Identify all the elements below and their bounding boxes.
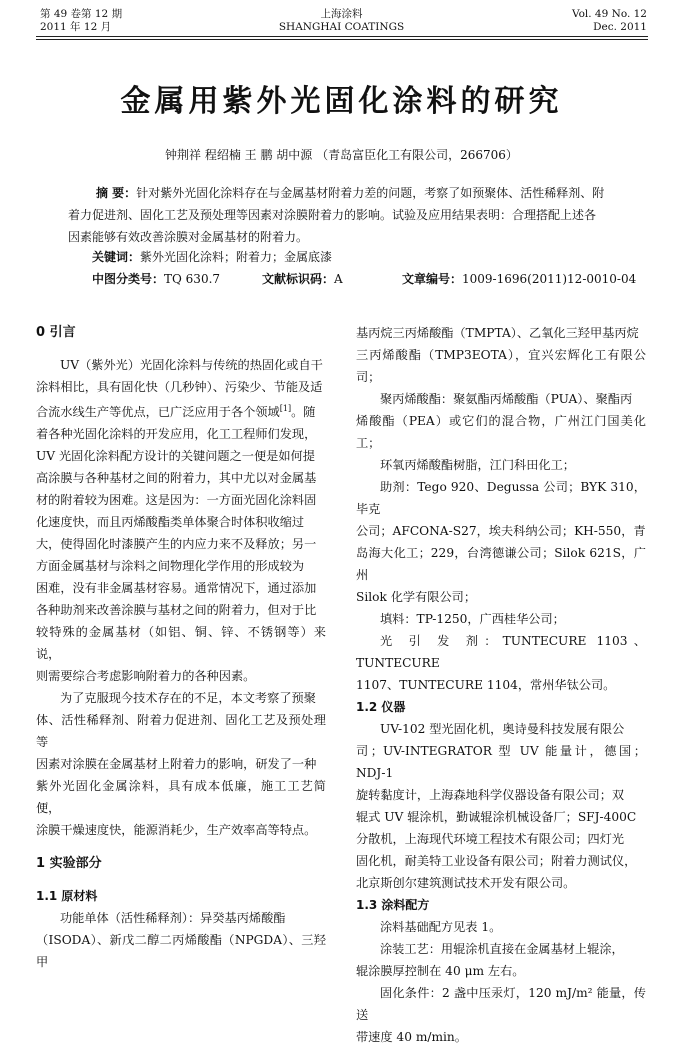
body-line: （ISODA）、新戊二醇二丙烯酸酯（NPGDA）、三羟甲 [36,933,326,970]
body-line: 岛海大化工；229，台湾德谦公司；Silok 621S，广州 [356,546,646,582]
body-line: 1107、TUNTECURE 1104，常州华钛公司。 [356,678,616,692]
article-no-value: 1009-1696(2011)12-0010-04 [462,272,637,286]
header-rule-thin [36,39,648,40]
body-text: 。随 [291,405,316,420]
body-line: 紫外光固化金属涂料，具有成本低廉，施工工艺简便， [36,779,326,816]
right-column [356,322,646,1048]
body-line: 分散机，上海现代环境工程技术有限公司；四灯光 [356,832,625,846]
body-line: 司；UV-INTEGRATOR 型 UV 能量计，德国；NDJ-1 [356,744,646,780]
doc-code-label: 文献标识码： [262,272,335,286]
body-line: 基丙烷三丙烯酸酯（TMPTA）、乙氧化三羟甲基丙烷 [356,326,639,340]
body-line: 环氧丙烯酸酯树脂，江门科田化工； [380,458,575,472]
body-line: 高涂膜与各种基材之间的附着力，其中尤以对金属基 [36,471,317,486]
body-line: 辊涂膜厚控制在 40 μm 左右。 [356,964,525,978]
body-line: 带速度 40 m/min。 [356,1030,467,1044]
body-line: 涂料相比，具有固化快（几秒钟）、污染少、节能及适 [36,380,323,394]
body-line: 涂膜干燥速度快，能源消耗少，生产效率高等特点。 [36,823,317,838]
clc-value: TQ 630.7 [164,272,221,286]
body-line: 公司；AFCONA-S27，埃夫科纳公司；KH-550，青 [356,524,646,538]
abstract-line: 针对紫外光固化涂料存在与金属基材附着力差的问题，考察了如预聚体、活性稀释剂、附 [136,186,605,200]
body-line: 则需要综合考虑影响附着力的各种因素。 [36,669,256,684]
keywords-label: 关键词： [92,250,141,264]
abstract-label: 摘 要： [96,186,137,200]
body-line: UV 光固化涂料配方设计的关键问题之一便是如何提 [36,449,315,464]
body-text: 合流水线生产等优点，已广泛应用于各个领域 [36,405,280,420]
body-line: 功能单体（活性稀释剂）：异癸基丙烯酸酯 [60,911,286,926]
journal-name-en: SHANGHAI COATINGS [278,21,405,33]
body-line: 方面金属基材与涂料之间物理化学作用的形成较为 [36,559,305,574]
body-line: 大，使得固化时漆膜产生的内应力来不及释放；另一 [36,537,317,552]
clc-label: 中图分类号： [92,272,165,286]
article-no-label: 文章编号： [402,272,463,286]
issue-date-en: Dec. 2011 [593,21,647,33]
citation: [1] [279,404,292,413]
doc-code-value: A [334,272,343,286]
classification-line [92,270,636,287]
section-heading: 1 实验部分 [36,856,102,872]
body-line: 化速度快，而且丙烯酸酯类单体聚合时体积收缩过 [36,515,305,530]
body-line: 聚丙烯酸酯：聚氨酯丙烯酸酯（PUA）、聚酯丙 [380,392,633,406]
body-line [36,398,326,423]
body-line: 光 引 发 剂：TUNTECURE 1103、TUNTECURE [356,634,646,670]
abstract-line: 着力促进剂、固化工艺及预处理等因素对涂膜附着力的影响。试验及应用结果表明：合理搭配上述各 [68,208,597,222]
keywords-text: 紫外光固化涂料；附着力；金属底漆 [140,250,333,264]
volume-issue-en: Vol. 49 No. 12 [571,8,647,20]
body-line: 辊式 UV 辊涂机，勤诚辊涂机械设备厂；SFJ-400C [356,810,637,824]
subsection-heading: 1.2 仪器 [356,700,406,714]
body-line: 固化条件：2 盏中压汞灯，120 mJ/m² 能量，传送 [356,986,646,1022]
article-title: 金属用紫外光固化涂料的研究 [120,84,563,119]
body-line: UV-102 型光固化机，奥诗曼科技发展有限公 [380,722,625,736]
header-right [572,8,647,34]
body-line: 烯酸酯（PEA）或它们的混合物，广州江门国美化工； [356,414,646,450]
volume-issue: 第 49 卷第 12 期 [40,8,123,20]
keywords-line [92,248,332,265]
body-line: 材的附着较为困难。这是因为：一方面光固化涂料固 [36,493,317,508]
body-line: 为了克服现今技术存在的不足，本文考察了预聚 [60,691,316,706]
body-line: 涂装工艺：用辊涂机直接在金属基材上辊涂， [380,942,624,956]
body-line: 各种助剂来改善涂膜与基材之间的附着力，但对于比 [36,603,317,618]
body-line: 较特殊的金属基材（如铝、铜、锌、不锈钢等）来说， [36,625,326,662]
body-line: 助剂：Tego 920、Degussa 公司；BYK 310，毕克 [356,480,646,516]
body-line: 因素对涂膜在金属基材上附着力的影响，研发了一种 [36,757,317,772]
body-line: 着各种光固化涂料的开发应用，化工工程师们发现， [36,427,317,442]
body-line: 体、活性稀释剂、附着力促进剂、固化工艺及预处理等 [36,713,326,750]
section-heading: 0 引言 [36,325,76,340]
abstract-line: 因素能够有效改善涂膜对金属基材的附着力。 [68,230,309,244]
abstract-block [68,182,620,248]
issue-date: 2011 年 12 月 [40,21,112,33]
journal-name: 上海涂料 [320,8,363,20]
header-rule [36,36,648,37]
body-line: 固化机，耐美特工业设备有限公司；附着力测试仪， [356,854,637,868]
body-line: 填料：TP-1250，广西桂华公司； [380,612,565,626]
body-line: 涂料基础配方见表 1。 [380,920,502,934]
body-line: 北京斯创尔建筑测试技术开发有限公司。 [356,876,576,890]
subsection-heading: 1.1 原材料 [36,889,98,904]
left-column [36,322,326,973]
body-line: 旋转黏度计，上海森地科学仪器设备有限公司；双 [356,788,625,802]
body-line: 三丙烯酸酯（TMP3EOTA），宜兴宏辉化工有限公司； [356,348,646,384]
subsection-heading: 1.3 涂料配方 [356,898,430,912]
body-line: UV（紫外光）光固化涂料与传统的热固化或自干 [60,358,323,372]
author-line: 钟荆祥 程绍楠 王 鹏 胡中源 （青岛富臣化工有限公司，266706） [165,148,518,162]
body-line: 困难，没有非金属基材容易。通常情况下，通过添加 [36,581,317,596]
body-line: Silok 化学有限公司； [356,590,477,604]
